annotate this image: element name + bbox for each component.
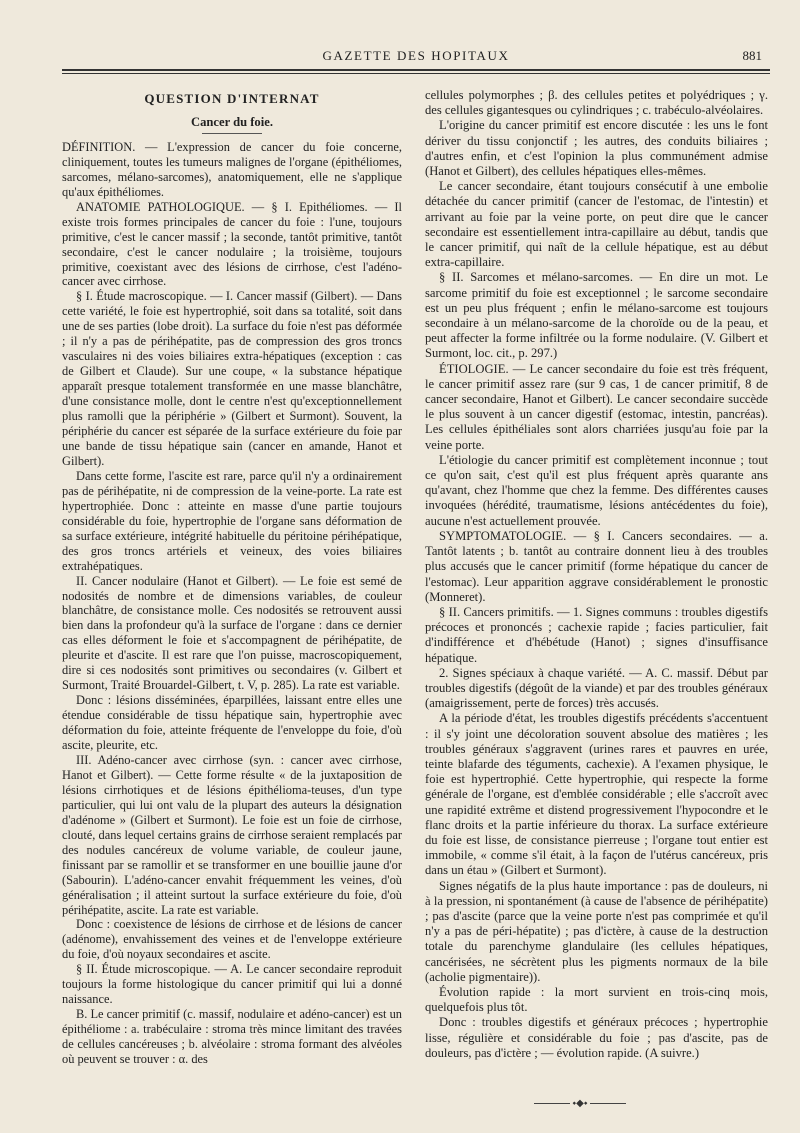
paragraph-evolution: Évolution rapide : la mort survient en trois-cinq mois, quelquefois plus tôt. [425,984,768,1015]
paragraph-nodular-summary: Donc : lésions disséminées, éparpillées, laissant entre elles une étendue considérable de tissu hépatique sain, hypertrophie avec déformation du foie, atteinte fréquente de l'enveloppe du foie, d'où ascite, pleurite, etc. [62,693,402,753]
paragraph-adeno-summary: Donc : coexistence de lésions de cirrhose et de lésions de cancer (adénome), envahissement des veines et de l'enveloppe extérieure du foie, d'où noyaux secondaires et ascite. [62,917,402,962]
header-rule-thin [62,73,770,74]
journal-title: GAZETTE DES HOPITAUX [322,48,510,63]
left-column [62,88,402,1067]
paragraph-etiology: ÉTIOLOGIE. — Le cancer secondaire du foie est très fréquent, le cancer primitif assez rare (sur 9 cas, 1 de cancer primitif, 8 de cancer secondaire, Hanot et Gilbert). Le cancer secondaire succède le plus souvent à un cancer digestif (estomac, intestin, pancréas). Les cellules épithéliales sont alors charriées jusqu'au foie par la veine porte. [425,361,768,452]
paragraph-sarcomes: § II. Sarcomes et mélano-sarcomes. — En dire un mot. Le sarcome primitif du foie est exceptionnel ; le sarcome secondaire est un peu plus fréquent ; enfin le mélano-sarcome est toujours secondaire à un mélano-sarcome de la choroïde ou de la peau, et peut affecter la forme infiltrée ou la forme nodulaire. (V. Gilbert et Surmont, loc. cit., p. 297.) [425,270,768,361]
paragraph-symptoms: SYMPTOMATOLOGIE. — § I. Cancers secondaires. — a. Tantôt latents ; b. tantôt au contraire donnent lieu à des troubles plus accusés que le cancer primitif (forme hépatique du cancer de l'estomac). Leur apparition aggrave considérablement le pronostic (Monneret). [425,528,768,604]
right-column [425,88,768,1061]
paragraph-definition: DÉFINITION. — L'expression de cancer du foie concerne, cliniquement, toutes les tumeurs malignes de l'organe (épithéliomes, sarcomes, mélano-sarcomes), anatomiquement, elle ne s'applique qu'aux épithéliomes. [62,139,402,199]
paragraph-adeno-cancer: III. Adéno-cancer avec cirrhose (syn. : cancer avec cirrhose, Hanot et Gilbert). — Cette forme résulte « de la juxtaposition de lésions cirrhotiques et de lésions épithélioma-teuses, d'un type particulier, qui lui ont valu de la plupart des auteurs la désignation d'adénome » (Gilbert et Surmont). Le foie est un foie de cirrhose, clouté, dans lequel certains grains de cirrhose seraient remplacés par des nodules cancéreux de volume variable, de couleur jaune, finissant par se ramollir et se transformer en une bouillie jaune d'or (Sabourin). L'adéno-cancer envahit fréquemment les veines, d'où généralisation ; il atteint surtout la surface extérieure du foie, d'où périhépatite, ascite. La rate est variable. [62,752,402,917]
paragraph-ascite: Dans cette forme, l'ascite est rare, parce qu'il n'y a ordinairement pas de périhépatite, ni de compression de la veine-porte. La rate est hypertrophiée. Donc : atteinte en masse d'une partie toujours considérable du foie, hypertrophie de l'organe sans déformation de sa surface extérieure, intégrité habituelle du péritoine périhépatique, des gros troncs artériels et veineux, des voies biliaires extrahépatiques. [62,468,402,573]
paragraph-cells: cellules polymorphes ; β. des cellules petites et polyédriques ; γ. des cellules gigantesques ou cylindriques ; c. trabéculo-alvéolaires. [425,88,768,118]
title-divider [202,133,262,134]
page-number: 881 [742,48,762,63]
paragraph-macroscopic: § I. Étude macroscopique. — I. Cancer massif (Gilbert). — Dans cette variété, le foie est hypertrophié, soit dans sa totalité, soit dans une de ses parties (lobe droit). La surface du foie n'est pas déformée ; il n'y a pas de périhépatite, pas de compression des gros troncs vasculaires ni des voies biliaires extra-hépatiques (exception : cas de Gilbert et Claude). Sur une coupe, « la substance hépatique apparaît presque totalement transformée en une masse blanchâtre, d'une consistance molle, dont le centre n'est qu'exceptionnellement plus ramolli que la périphérie » (Gilbert et Surmont). Souvent, la périphérie du cancer est séparée de la surface extérieure du foie par une bande de tissu hépatique sain (cancer en amande, Hanot et Gilbert). [62,289,402,468]
paragraph-state-period: A la période d'état, les troubles digestifs précédents s'accentuent : il s'y joint une décoloration souvent absolue des matières ; les troubles généraux s'aggravent (urines rares et pauvres en urée, teinte blafarde des téguments, cachexie). A l'examen physique, le foie est hypertrophié. Cette hypertrophie, qui respecte la forme générale de l'organe, est d'emblée considérable ; elle s'accroît avec une rapidité extrême et distend progressivement l'hypocondre et le flanc droits et la partie inférieure du thorax. La surface extérieure du foie est lisse, de consistance pierreuse ; l'organe tout entier est immobile, « comme s'il était, à la façon de l'utérus cancéreux, pris dans un étau » (Gilbert et Surmont). [425,711,768,878]
header-rule-thick [62,69,770,71]
paragraph-summary: Donc : troubles digestifs et généraux précoces ; hypertrophie lisse, régulière et considérable du foie ; pas d'ascite, pas de douleurs, pas d'ictère ; — évolution rapide. (A suivre.) [425,1015,768,1060]
paragraph-primitive: B. Le cancer primitif (c. massif, nodulaire et adéno-cancer) est un épithéliome : a. trabéculaire : stroma très mince limitant des travées de cellules cancéreuses ; b. alvéolaire : stroma formant des alvéoles où peuvent se trouver : α. des [62,1007,402,1067]
paragraph-etiology-primitive: L'étiologie du cancer primitif est complètement inconnue ; tout ce qu'on sait, c'est qu'il est plus fréquent après quarante ans qu'avant, chez l'homme que chez la femme. Des différentes causes invoquées (hérédité, traumatisme, lésions antécédentes du foie), aucune n'est actuellement prouvée. [425,452,768,528]
paragraph-origin: L'origine du cancer primitif est encore discutée : les uns le font dériver du tissu conjonctif ; les autres, des conduits biliaires ; d'autres enfin, et c'est l'opinion la plus communément admise (Hanot et Gilbert), des cellules hépatiques elles-mêmes. [425,118,768,179]
paragraph-nodular: II. Cancer nodulaire (Hanot et Gilbert). — Le foie est semé de nodosités de nombre et de dimensions variables, de couleur blanchâtre, de consistance molle. Ces nodosités se retrouvent aussi bien dans la profondeur qu'à la surface de l'organe : dans ce dernier cas elles déforment le foie et s'accompagnent de périhépatite, de pleurite et d'ascite. Il est rare que l'on puisse, macroscopiquement, dire si ces nodosités sont primitives ou secondaires (v. Gilbert et Surmont, Traité Brouardel-Gilbert, t. V, p. 285). La rate est variable. [62,573,402,693]
section-title: QUESTION D'INTERNAT [144,91,320,106]
end-ornament: ⬩◆⬩ [520,1098,640,1109]
article-title: Cancer du foie. [191,114,273,129]
paragraph-primitive-signs: § II. Cancers primitifs. — 1. Signes communs : troubles digestifs précoces et prononcés ; cachexie rapide ; facies particulier, fait d'indifférence et d'hébétude (Hanot) ; signes d'insuffisance hépatique. [425,604,768,665]
paragraph-negative-signs: Signes négatifs de la plus haute importance : pas de douleurs, ni à la pression, ni spontanément (à cause de l'absence de périhépatite) ; pas d'ascite (parce que la veine porte n'est pas comprimée et qu'il n'y a pas de péri-hépatite) ; pas d'ictère, à cause de la destruction totale du parenchyme glandulaire (les cellules hépatiques, cancérisées, ne sécrètent plus les pigments normaux de la bile (acholie pigmentaire)). [425,878,768,984]
paragraph-anatomy: ANATOMIE PATHOLOGIQUE. — § I. Epithéliomes. — Il existe trois formes principales de cancer du foie : l'une, toujours primitive, c'est le cancer massif ; la seconde, tantôt primitive, tantôt secondaire, c'est le cancer nodulaire ; la troisième, toujours primitive, coexistant avec des lésions de cirrhose, c'est l'adéno-cancer avec cirrhose. [62,199,402,289]
paragraph-special-signs: 2. Signes spéciaux à chaque variété. — A. C. massif. Début par troubles digestifs (dégoût de la viande) et par des troubles généraux (amaigrissement, perte de forces) très accusés. [425,665,768,711]
paragraph-microscopic: § II. Étude microscopique. — A. Le cancer secondaire reproduit toujours la forme histologique du cancer primitif qui lui a donné naissance. [62,962,402,1007]
paragraph-secondary: Le cancer secondaire, étant toujours consécutif à une embolie détachée du cancer primitif (cancer de l'estomac, de l'intestin) et arrivant au foie par la veine porte, on peut dire que le cancer secondaire est essentiellement intra-capillaire au début, tandis que le cancer primitif, qui naît de la cellule hépatique, est au début extra-capillaire. [425,179,768,270]
